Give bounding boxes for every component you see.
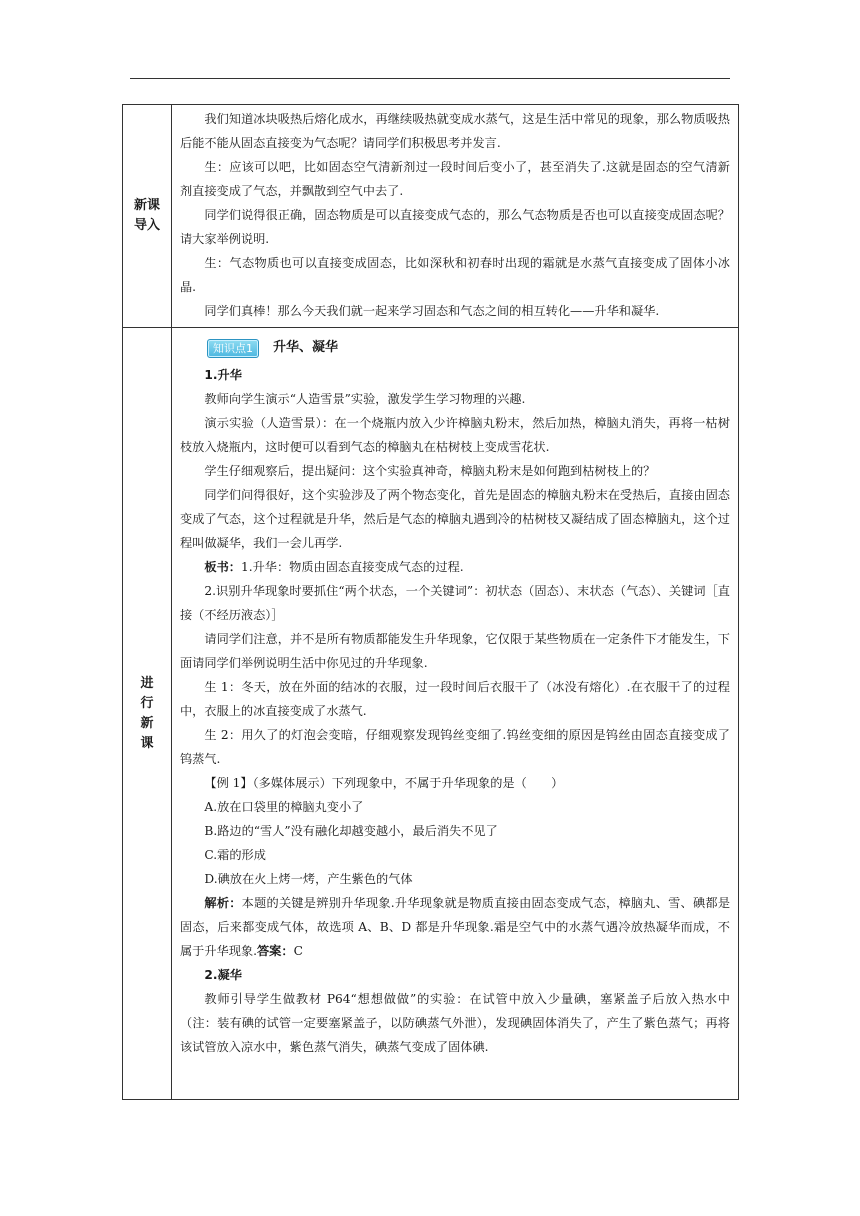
knowledge-point-badge: 知识点1 xyxy=(207,339,259,358)
new-lesson-row xyxy=(123,328,739,1100)
new-lesson-label-char: 进 xyxy=(140,675,154,691)
paragraph: 同学们问得很好，这个实验涉及了两个物态变化，首先是固态的樟脑丸粉末在受热后，直接由固态变成了气态，这个过程就是升华，然后是气态的樟脑丸遇到冷的枯树枝又凝结成了固态樟脑丸，这个过程叫做凝华，我们一会儿再学. xyxy=(180,488,730,550)
new-lesson-label-char: 行 xyxy=(140,695,154,711)
paragraph: 教师向学生演示“人造雪景”实验，激发学生学习物理的兴趣. xyxy=(204,392,526,406)
answer-text: C xyxy=(293,944,303,958)
intro-content xyxy=(172,105,739,328)
example-option: A.放在口袋里的樟脑丸变小了 xyxy=(204,800,364,814)
intro-label xyxy=(123,105,172,328)
intro-paragraph: 同学们真棒！那么今天我们就一起来学习固态和气态之间的相互转化——升华和凝华. xyxy=(204,304,660,318)
board-label: 板书： xyxy=(204,560,241,574)
paragraph: 演示实验（人造雪景）：在一个烧瓶内放入少许樟脑丸粉末，然后加热，樟脑丸消失，再将一枯树枝放入烧瓶内，这时便可以看到气态的樟脑丸在枯树枝上变成雪花状. xyxy=(180,416,730,454)
section-heading-deposition: 2.凝华 xyxy=(204,968,242,982)
intro-label-line: 新课 xyxy=(133,198,160,213)
paragraph: 2.识别升华现象时要抓住“两个状态，一个关键词”：初状态（固态）、末状态（气态）、关键词［直接（不经历液态）］ xyxy=(180,584,730,622)
lesson-table xyxy=(122,104,739,1100)
board-note xyxy=(180,555,730,579)
section-heading-sublimation: 1.升华 xyxy=(204,368,242,382)
analysis-label: 解析： xyxy=(204,896,242,910)
intro-row xyxy=(123,105,739,328)
paragraph: 教师引导学生做教材 P64“想想做做”的实验：在试管中放入少量碘，塞紧盖子后放入热水中（注：装有碘的试管一定要塞紧盖子，以防碘蒸气外泄），发现碘固体消失了，产生了紫色蒸气；再将该试管放入凉水中，紫色蒸气消失，碘蒸气变成了固体碘. xyxy=(180,992,730,1054)
intro-paragraph: 生：应该可以吧，比如固态空气清新剂过一段时间后变小了，甚至消失了.这就是固态的空气清新剂直接变成了气态，并飘散到空气中去了. xyxy=(180,160,730,198)
intro-paragraph: 同学们说得很正确，固态物质是可以直接变成气态的，那么气态物质是否也可以直接变成固态呢？请大家举例说明. xyxy=(180,208,730,246)
intro-paragraph: 我们知道冰块吸热后熔化成水，再继续吸热就变成水蒸气，这是生活中常见的现象，那么物质吸热后能不能从固态直接变为气态呢？请同学们积极思考并发言. xyxy=(180,112,730,150)
paragraph: 学生仔细观察后，提出疑问：这个实验真神奇，樟脑丸粉末是如何跑到枯树枝上的？ xyxy=(204,464,656,478)
paragraph: 生 2：用久了的灯泡会变暗，仔细观察发现钨丝变细了.钨丝变细的原因是钨丝由固态直接变成了钨蒸气. xyxy=(180,728,730,766)
board-text: 1.升华：物质由固态直接变成气态的过程. xyxy=(240,560,464,574)
knowledge-point-heading xyxy=(207,335,730,361)
new-lesson-label xyxy=(123,328,172,1100)
header-rule xyxy=(130,78,730,79)
analysis-text: 本题的关键是辨别升华现象.升华现象就是物质直接由固态变成气态，樟脑丸、雪、碘都是固态，后来都变成气体，故选项 A、B、D 都是升华现象.霜是空气中的水蒸气遇冷放热凝华而成，不属于升华现象. xyxy=(180,896,731,958)
new-lesson-label-char: 新 xyxy=(140,715,154,731)
answer-label: 答案： xyxy=(257,944,294,958)
example-option: B.路边的“雪人”没有融化却越变越小，最后消失不见了 xyxy=(204,824,498,838)
intro-label-line: 导入 xyxy=(133,218,160,233)
example-option: C.霜的形成 xyxy=(204,848,266,862)
paragraph: 生 1：冬天，放在外面的结冰的衣服，过一段时间后衣服干了（冰没有熔化）.在衣服干了的过程中，衣服上的冰直接变成了水蒸气. xyxy=(180,680,730,718)
new-lesson-label-char: 课 xyxy=(140,735,154,751)
example-question: 【例 1】（多媒体展示）下列现象中，不属于升华现象的是（ ） xyxy=(204,776,564,790)
knowledge-point-title: 升华、凝华 xyxy=(273,340,339,355)
new-lesson-content xyxy=(172,328,739,1100)
paragraph: 请同学们注意，并不是所有物质都能发生升华现象，它仅限于某些物质在一定条件下才能发生，下面请同学们举例说明生活中你见过的升华现象. xyxy=(180,632,730,670)
example-analysis xyxy=(180,891,730,963)
example-option: D.碘放在火上烤一烤，产生紫色的气体 xyxy=(204,872,413,886)
intro-paragraph: 生：气态物质也可以直接变成固态，比如深秋和初春时出现的霜就是水蒸气直接变成了固体小冰晶. xyxy=(180,256,730,294)
